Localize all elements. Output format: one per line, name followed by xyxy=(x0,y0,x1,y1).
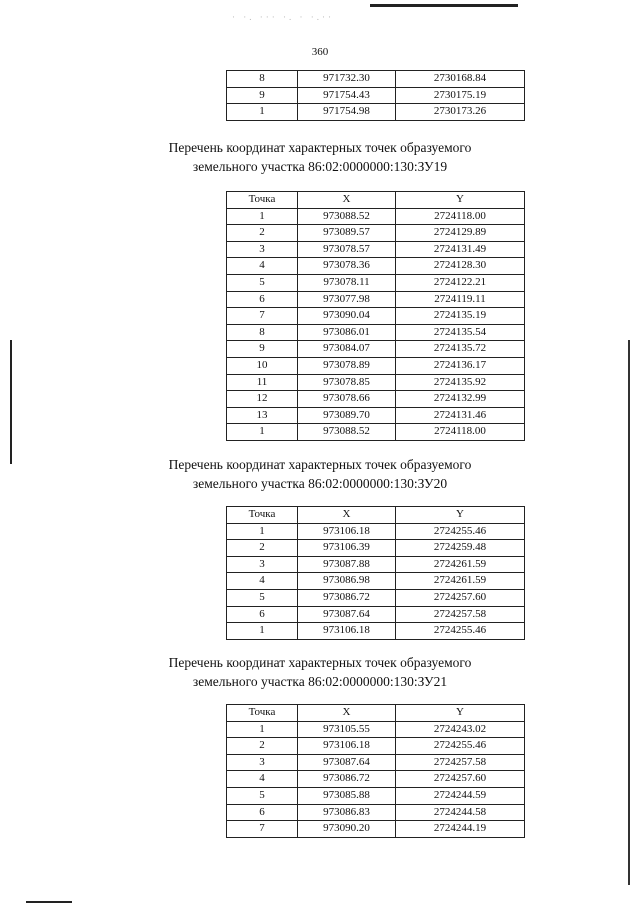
y-coordinate: 2724243.02 xyxy=(396,721,525,738)
section-title-line1: Перечень координат характерных точек образуемого xyxy=(168,140,472,155)
y-coordinate: 2724135.54 xyxy=(396,324,525,341)
table-row xyxy=(227,754,525,771)
x-coordinate: 973087.64 xyxy=(298,754,396,771)
x-coordinate: 973078.36 xyxy=(298,258,396,275)
point-number: 2 xyxy=(227,225,298,242)
table-row xyxy=(227,87,525,104)
y-coordinate: 2724119.11 xyxy=(396,291,525,308)
table-row xyxy=(227,424,525,441)
table-header-row xyxy=(227,507,525,524)
section-title-zu21 xyxy=(0,653,640,691)
y-coordinate: 2724131.49 xyxy=(396,241,525,258)
y-coordinate: 2724261.59 xyxy=(396,573,525,590)
table-row xyxy=(227,391,525,408)
point-number: 8 xyxy=(227,324,298,341)
point-number: 1 xyxy=(227,424,298,441)
point-number: 1 xyxy=(227,623,298,640)
column-header-point: Точка xyxy=(227,192,298,209)
table-row xyxy=(227,341,525,358)
section-title-line1: Перечень координат характерных точек образуемого xyxy=(168,655,472,670)
table-row xyxy=(227,540,525,557)
scan-artifact-noise: · ·. ··· ·. · ·.·· xyxy=(232,12,334,22)
y-coordinate: 2730168.84 xyxy=(396,71,525,88)
y-coordinate: 2724244.19 xyxy=(396,821,525,838)
y-coordinate: 2724118.00 xyxy=(396,208,525,225)
table-row xyxy=(227,804,525,821)
point-number: 10 xyxy=(227,357,298,374)
table-row xyxy=(227,274,525,291)
column-header-point: Точка xyxy=(227,705,298,722)
table-row xyxy=(227,787,525,804)
y-coordinate: 2724136.17 xyxy=(396,357,525,374)
x-coordinate: 973084.07 xyxy=(298,341,396,358)
x-coordinate: 971754.43 xyxy=(298,87,396,104)
table-row xyxy=(227,573,525,590)
scan-artifact-left-bar xyxy=(10,340,12,464)
scan-artifact-top-line xyxy=(370,4,518,7)
point-number: 5 xyxy=(227,589,298,606)
coordinates-table-zu19 xyxy=(226,191,525,441)
y-coordinate: 2730173.26 xyxy=(396,104,525,121)
x-coordinate: 973106.18 xyxy=(298,523,396,540)
point-number: 1 xyxy=(227,208,298,225)
scan-artifact-right-bar xyxy=(628,340,630,885)
x-coordinate: 973086.83 xyxy=(298,804,396,821)
table-row xyxy=(227,291,525,308)
table-header-row xyxy=(227,705,525,722)
y-coordinate: 2724118.00 xyxy=(396,424,525,441)
x-coordinate: 973086.72 xyxy=(298,589,396,606)
x-coordinate: 973087.88 xyxy=(298,556,396,573)
section-title-line1: Перечень координат характерных точек образуемого xyxy=(168,457,472,472)
point-number: 7 xyxy=(227,821,298,838)
column-header-point: Точка xyxy=(227,507,298,524)
point-number: 12 xyxy=(227,391,298,408)
column-header-y: Y xyxy=(396,705,525,722)
y-coordinate: 2724131.46 xyxy=(396,407,525,424)
x-coordinate: 973078.89 xyxy=(298,357,396,374)
point-number: 6 xyxy=(227,291,298,308)
point-number: 1 xyxy=(227,721,298,738)
y-coordinate: 2724135.19 xyxy=(396,308,525,325)
table-row xyxy=(227,721,525,738)
x-coordinate: 973088.52 xyxy=(298,424,396,441)
x-coordinate: 973087.64 xyxy=(298,606,396,623)
point-number: 9 xyxy=(227,87,298,104)
column-header-y: Y xyxy=(396,507,525,524)
y-coordinate: 2724132.99 xyxy=(396,391,525,408)
y-coordinate: 2730175.19 xyxy=(396,87,525,104)
x-coordinate: 973077.98 xyxy=(298,291,396,308)
y-coordinate: 2724135.72 xyxy=(396,341,525,358)
x-coordinate: 973105.55 xyxy=(298,721,396,738)
y-coordinate: 2724244.58 xyxy=(396,804,525,821)
y-coordinate: 2724257.58 xyxy=(396,754,525,771)
scan-artifact-bottom-line xyxy=(26,901,72,903)
column-header-x: X xyxy=(298,192,396,209)
section-title-zu20 xyxy=(0,455,640,493)
table-row xyxy=(227,821,525,838)
table-row xyxy=(227,556,525,573)
point-number: 13 xyxy=(227,407,298,424)
point-number: 4 xyxy=(227,771,298,788)
y-coordinate: 2724129.89 xyxy=(396,225,525,242)
y-coordinate: 2724257.58 xyxy=(396,606,525,623)
x-coordinate: 973085.88 xyxy=(298,787,396,804)
point-number: 2 xyxy=(227,540,298,557)
table-row xyxy=(227,241,525,258)
y-coordinate: 2724255.46 xyxy=(396,738,525,755)
table-row xyxy=(227,623,525,640)
column-header-x: X xyxy=(298,507,396,524)
point-number: 4 xyxy=(227,573,298,590)
point-number: 3 xyxy=(227,556,298,573)
point-number: 11 xyxy=(227,374,298,391)
x-coordinate: 973088.52 xyxy=(298,208,396,225)
table-row xyxy=(227,374,525,391)
y-coordinate: 2724257.60 xyxy=(396,589,525,606)
section-title-line2: земельного участка 86:02:0000000:130:ЗУ21 xyxy=(192,674,448,689)
point-number: 8 xyxy=(227,71,298,88)
x-coordinate: 973078.57 xyxy=(298,241,396,258)
table-header-row xyxy=(227,192,525,209)
y-coordinate: 2724255.46 xyxy=(396,623,525,640)
table-row xyxy=(227,324,525,341)
table-row xyxy=(227,606,525,623)
table-row xyxy=(227,738,525,755)
table-row xyxy=(227,407,525,424)
point-number: 3 xyxy=(227,754,298,771)
section-title-line2: земельного участка 86:02:0000000:130:ЗУ19 xyxy=(192,159,448,174)
table-row xyxy=(227,208,525,225)
y-coordinate: 2724244.59 xyxy=(396,787,525,804)
point-number: 7 xyxy=(227,308,298,325)
x-coordinate: 973086.98 xyxy=(298,573,396,590)
point-number: 6 xyxy=(227,606,298,623)
table-row xyxy=(227,589,525,606)
table-row xyxy=(227,523,525,540)
coordinates-table-zu20 xyxy=(226,506,525,640)
table-row xyxy=(227,225,525,242)
coordinates-table-zu21 xyxy=(226,704,525,838)
y-coordinate: 2724257.60 xyxy=(396,771,525,788)
point-number: 5 xyxy=(227,274,298,291)
table-row xyxy=(227,71,525,88)
table-row xyxy=(227,104,525,121)
table-row xyxy=(227,258,525,275)
x-coordinate: 973106.18 xyxy=(298,623,396,640)
x-coordinate: 973090.20 xyxy=(298,821,396,838)
page-number: 360 xyxy=(311,46,329,58)
y-coordinate: 2724135.92 xyxy=(396,374,525,391)
y-coordinate: 2724255.46 xyxy=(396,523,525,540)
coordinates-table-continued xyxy=(226,70,525,121)
point-number: 2 xyxy=(227,738,298,755)
section-title-line2: земельного участка 86:02:0000000:130:ЗУ20 xyxy=(192,476,448,491)
x-coordinate: 973086.72 xyxy=(298,771,396,788)
column-header-x: X xyxy=(298,705,396,722)
y-coordinate: 2724261.59 xyxy=(396,556,525,573)
x-coordinate: 973090.04 xyxy=(298,308,396,325)
point-number: 3 xyxy=(227,241,298,258)
y-coordinate: 2724122.21 xyxy=(396,274,525,291)
x-coordinate: 973106.18 xyxy=(298,738,396,755)
point-number: 9 xyxy=(227,341,298,358)
y-coordinate: 2724128.30 xyxy=(396,258,525,275)
point-number: 4 xyxy=(227,258,298,275)
section-title-zu19 xyxy=(0,138,640,176)
column-header-y: Y xyxy=(396,192,525,209)
point-number: 5 xyxy=(227,787,298,804)
point-number: 1 xyxy=(227,104,298,121)
x-coordinate: 973078.85 xyxy=(298,374,396,391)
point-number: 6 xyxy=(227,804,298,821)
x-coordinate: 971732.30 xyxy=(298,71,396,88)
x-coordinate: 973089.57 xyxy=(298,225,396,242)
x-coordinate: 973078.66 xyxy=(298,391,396,408)
table-row xyxy=(227,308,525,325)
x-coordinate: 973078.11 xyxy=(298,274,396,291)
y-coordinate: 2724259.48 xyxy=(396,540,525,557)
point-number: 1 xyxy=(227,523,298,540)
x-coordinate: 973106.39 xyxy=(298,540,396,557)
x-coordinate: 973086.01 xyxy=(298,324,396,341)
table-row xyxy=(227,771,525,788)
table-row xyxy=(227,357,525,374)
x-coordinate: 973089.70 xyxy=(298,407,396,424)
x-coordinate: 971754.98 xyxy=(298,104,396,121)
